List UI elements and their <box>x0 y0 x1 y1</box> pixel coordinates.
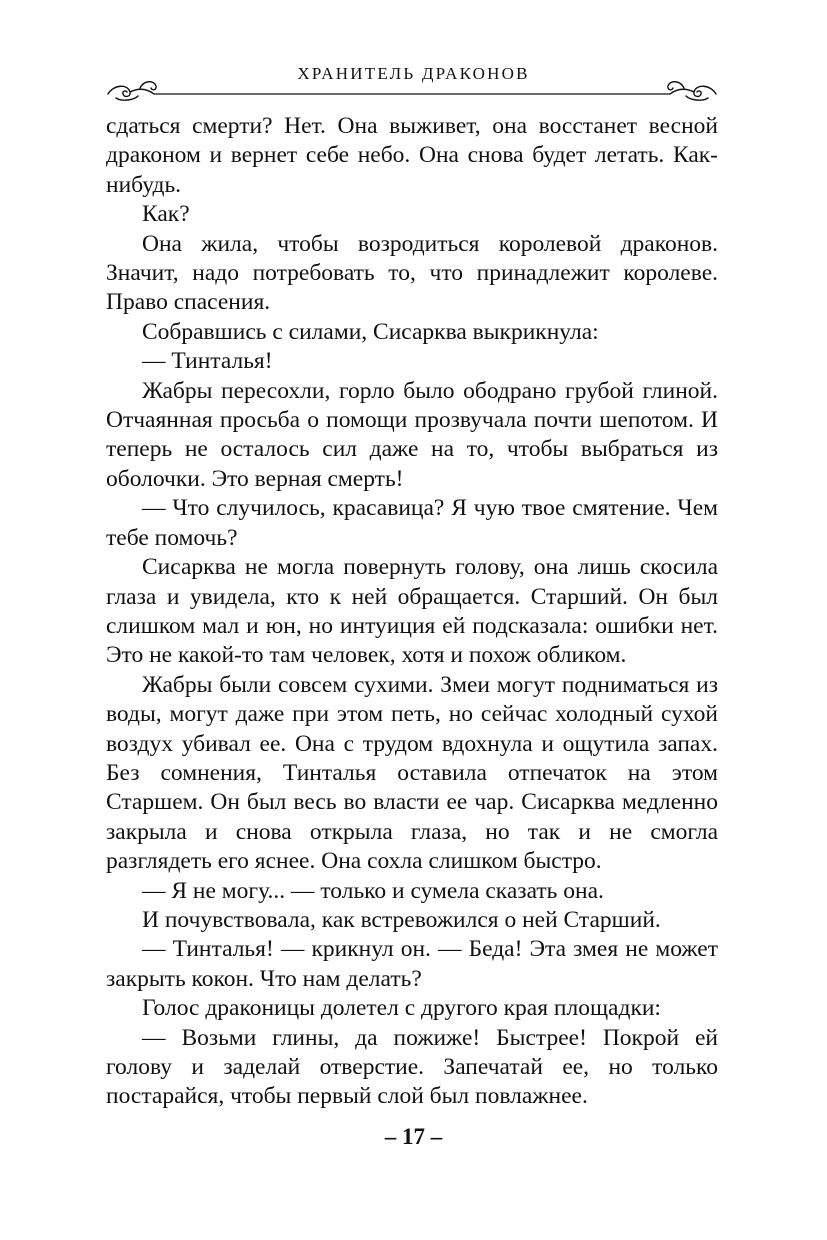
paragraph: И почувствовала, как встревожился о ней Старший. <box>142 906 661 933</box>
paragraph: Собравшись с силами, Сисарква выкрикнула: <box>142 318 599 345</box>
page-number: – 17 – <box>384 1124 443 1149</box>
paragraph: Жабры пересохли, горло было ободрано грубой глиной. Отчаянная просьба о помощи прозвучала почти шепотом. И теперь не осталось сил даже на то, чтобы выбраться из оболочки. Это верная смерть! <box>106 377 718 492</box>
paragraph: Как? <box>142 201 190 228</box>
dialogue-line: — Возьми глины, да пожиже! Быстрее! Покрой ей голову и заделай отверстие. Запечатай ее, но только постарайся, чтобы первый слой был повлажнее. <box>106 1024 718 1110</box>
paragraph: Сисарква не могла повернуть голову, она лишь скосила глаза и увидела, кто к ней обращается. Старший. Он был слишком мал и юн, но интуиция ей подсказала: ошибки нет. Это не какой-то там человек, хотя и похож обликом. <box>106 554 718 669</box>
dialogue-line: — Тинталья! — крикнул он. — Беда! Эта змея не может закрыть кокон. Что нам делать? <box>106 936 718 992</box>
running-head-title: ХРАНИТЕЛЬ ДРАКОНОВ <box>297 64 530 83</box>
dialogue-line: — Что случилось, красавица? Я чую твое смятение. Чем тебе помочь? <box>106 495 718 551</box>
paragraph: Голос драконицы долетел с другого края площадки: <box>142 995 661 1022</box>
paragraph: Жабры были совсем сухими. Змеи могут подниматься из воды, могут даже при этом петь, но сейчас холодный сухой воздух убивал ее. Она с трудом вдохнула и ощутила запах. Без сомнения, Тинталья оставила отпечаток на этом Старшем. Он был весь во власти ее чар. Сисарква медленно закрыла и снова открыла глаза, но так и не смогла разглядеть его яснее. Она сохла слишком быстро. <box>106 671 718 875</box>
paragraph: сдаться смерти? Нет. Она выживет, она восстанет весной драконом и вернет себе небо. Она снова будет летать. Как-нибудь. <box>106 113 718 198</box>
body-text <box>106 112 718 1112</box>
dialogue-line: — Я не могу... — только и сумела сказать она. <box>142 877 604 904</box>
dialogue-line: — Тинталья! <box>142 348 273 375</box>
header-ornament-rule <box>104 76 720 106</box>
paragraph: Она жила, чтобы возродиться королевой драконов. Значит, надо потребовать то, что принадлежит королеве. Право спасения. <box>106 230 718 316</box>
